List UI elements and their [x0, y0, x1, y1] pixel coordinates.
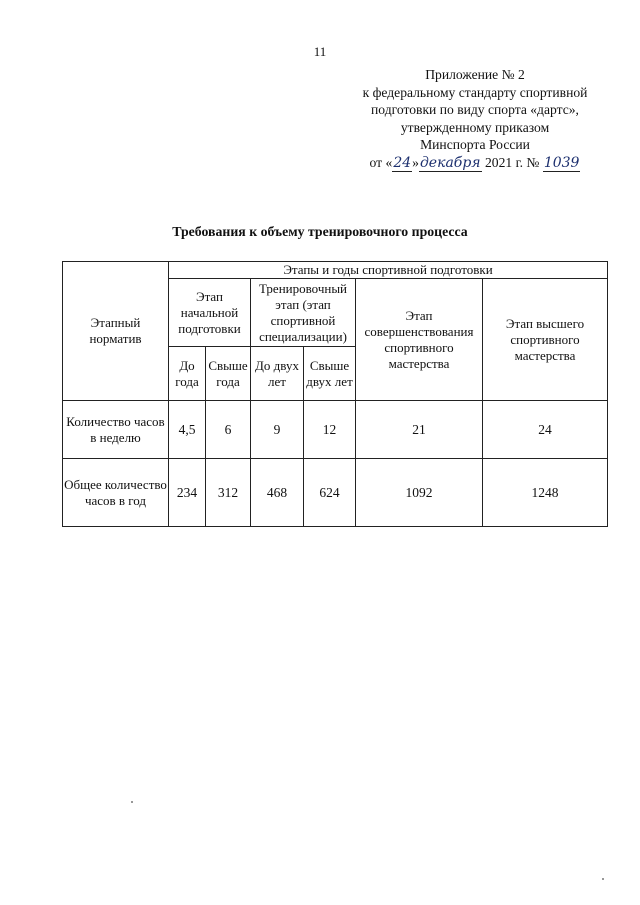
- appendix-line-4: утвержденному приказом: [400, 119, 550, 135]
- group-header-cell: Этапы и годы спортивной подготовки: [169, 262, 608, 279]
- scan-speck: [602, 878, 604, 880]
- stage-improvement-header: Этап совершенствования спортивного мастерства: [356, 279, 483, 401]
- table-cell: 234: [169, 459, 206, 527]
- table-cell: 12: [304, 401, 356, 459]
- table-cell: 624: [304, 459, 356, 527]
- year-initial-over: Свыше года: [206, 347, 251, 401]
- row-label: Количество часов в неделю: [63, 401, 169, 459]
- date-day: 24: [393, 154, 412, 171]
- row-header-cell: Этапный норматив: [63, 262, 169, 401]
- year-training-over: Свыше двух лет: [304, 347, 356, 401]
- date-year: 2021 г. №: [485, 154, 540, 170]
- table-cell: 21: [356, 401, 483, 459]
- table-cell: 6: [206, 401, 251, 459]
- table-cell: 24: [483, 401, 608, 459]
- date-prefix: от «: [369, 154, 393, 170]
- date-mid: »: [412, 154, 419, 170]
- document-title: Требования к объему тренировочного процесса: [172, 224, 468, 239]
- stage-highest-header: Этап высшего спортивного мастерства: [483, 279, 608, 401]
- page-number: 11: [313, 44, 327, 59]
- date-month: декабря: [419, 154, 481, 171]
- table-cell: 468: [251, 459, 304, 527]
- stage-initial-header: Этап начальной подготовки: [169, 279, 251, 347]
- table-cell: 312: [206, 459, 251, 527]
- appendix-date-line: [330, 154, 620, 173]
- order-number: 1039: [543, 154, 580, 171]
- table-cell: 9: [251, 401, 304, 459]
- table-cell: 1092: [356, 459, 483, 527]
- table-header-row-1: [63, 262, 608, 279]
- requirements-table: [62, 261, 608, 527]
- year-initial-up-to: До года: [169, 347, 206, 401]
- appendix-line-3: подготовки по виду спорта «дартс»,: [371, 102, 579, 117]
- scan-speck: [131, 801, 133, 803]
- row-label: Общее количество часов в год: [63, 459, 169, 527]
- appendix-block: [330, 66, 620, 172]
- appendix-line-5: Минспорта России: [420, 137, 530, 152]
- table-row: [63, 401, 608, 459]
- table-cell: 1248: [483, 459, 608, 527]
- appendix-line-1: Приложение № 2: [425, 67, 525, 82]
- stage-training-header: Тренировочный этап (этап спортивной специализации): [251, 279, 356, 347]
- table-cell: 4,5: [169, 401, 206, 459]
- table-row: [63, 459, 608, 527]
- appendix-line-2: к федеральному стандарту спортивной: [362, 84, 588, 100]
- year-training-up-to: До двух лет: [251, 347, 304, 401]
